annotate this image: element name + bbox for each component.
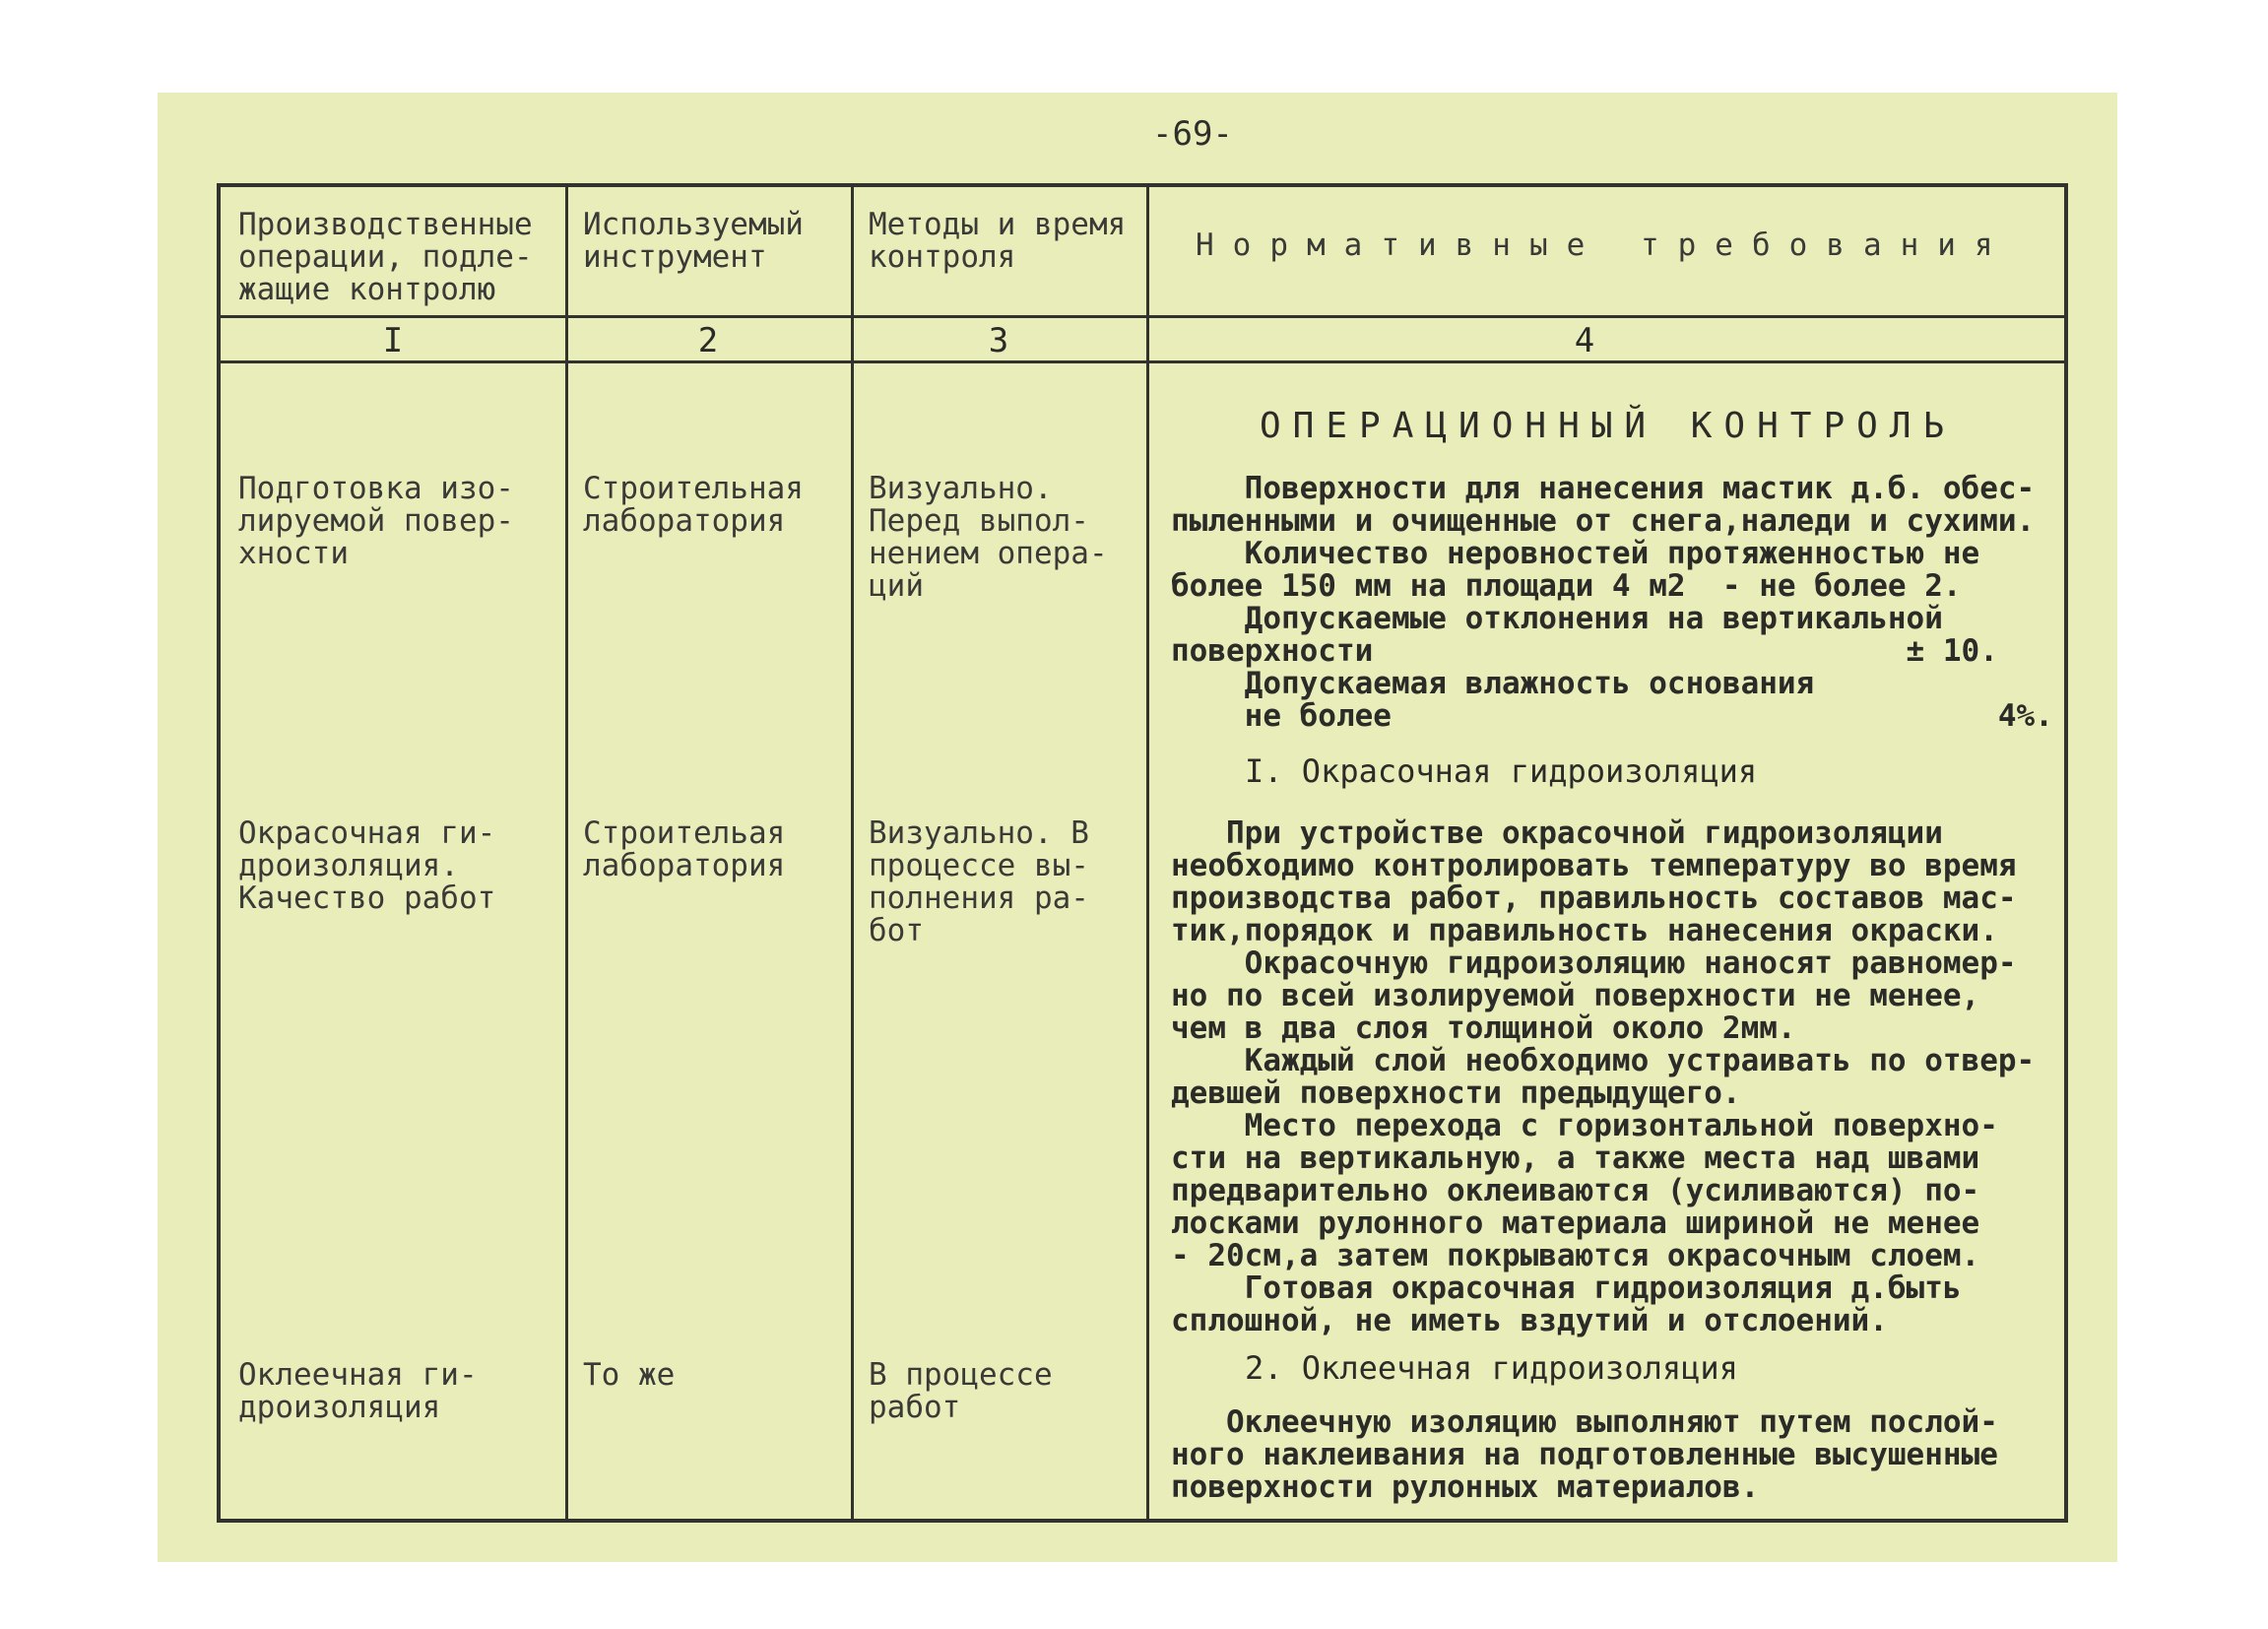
row3-method: В процессе работ xyxy=(869,1357,1053,1425)
row2-method: Визуально. В процессе вы- полнения ра- бот xyxy=(869,815,1089,948)
row1-operation: Подготовка изо- лируемой повер- хности xyxy=(238,471,514,571)
section-main-title: ОПЕРАЦИОННЫЙ КОНТРОЛЬ xyxy=(1260,406,1957,446)
row2-operation: Окрасочная ги- дроизоляция. Качество работ xyxy=(238,815,496,916)
page-number: -69- xyxy=(1152,114,1233,154)
header-col3: Методы и время контроля xyxy=(869,207,1127,275)
requirements-block1: Поверхности для нанесения мастик д.б. обес- пыленными и очищенные от снега,наледи и сухими. Количество неровностей протяженностью не более 150 мм на площади 4 м2 - не более 2. Допускаемые отклонения на вертикальной поверхности ± 10. Допускаемая влажность основания не более 4%. xyxy=(1171,471,2053,734)
requirements-block3: Оклеечную изоляцию выполняют путем послой- ного наклеивания на подготовленные высушенные поверхности рулонных материалов. xyxy=(1171,1404,1998,1505)
row2-tool: Строительая лаборатория xyxy=(583,815,786,883)
number-row-divider xyxy=(221,360,2064,363)
col-number-3: 3 xyxy=(988,321,1009,360)
row1-tool: Строительная лаборатория xyxy=(583,471,804,539)
header-col4: Нормативные требования xyxy=(1196,228,2012,263)
header-divider xyxy=(221,315,2064,318)
column-divider xyxy=(851,187,854,1519)
column-divider xyxy=(565,187,568,1519)
col-number-2: 2 xyxy=(697,321,719,360)
row3-tool: То же xyxy=(583,1357,676,1393)
row1-method: Визуально. Перед выпол- нением опера- ций xyxy=(869,471,1108,604)
col-number-4: 4 xyxy=(1574,321,1595,360)
header-col2: Используемый инструмент xyxy=(583,207,804,275)
section2-title: 2. Оклеечная гидроизоляция xyxy=(1245,1349,1738,1387)
col-number-1: I xyxy=(382,321,404,360)
section1-title: I. Окрасочная гидроизоляция xyxy=(1245,752,1758,790)
requirements-block2: При устройстве окрасочной гидроизоляции необходимо контролировать температуру во время производства работ, правильность составов мас- тик,порядок и правильность нанесения окраски. Окрасочную гидроизоляцию наносят равномер- но по всей изолируемой поверхности не менее, чем в два слоя толщиной около 2мм. Каждый слой необходимо устраивать по отвер- девшей поверхности предыдущего. Место перехода с горизонтальной поверхно- сти на вертикальную, а также места над швами предварительно оклеиваются (усиливаются) по- лосками рулонного материала шириной не менее - 20см,а затем покрываются окрасочным слоем. Готовая окрасочная гидроизоляция д.быть сплошной, не иметь вздутий и отслоений. xyxy=(1171,815,2036,1338)
header-col1: Производственные операции, подле- жащие контролю xyxy=(238,207,533,307)
column-divider xyxy=(1146,187,1149,1519)
row3-operation: Оклеечная ги- дроизоляция xyxy=(238,1357,478,1425)
requirements-table xyxy=(217,183,2068,1523)
